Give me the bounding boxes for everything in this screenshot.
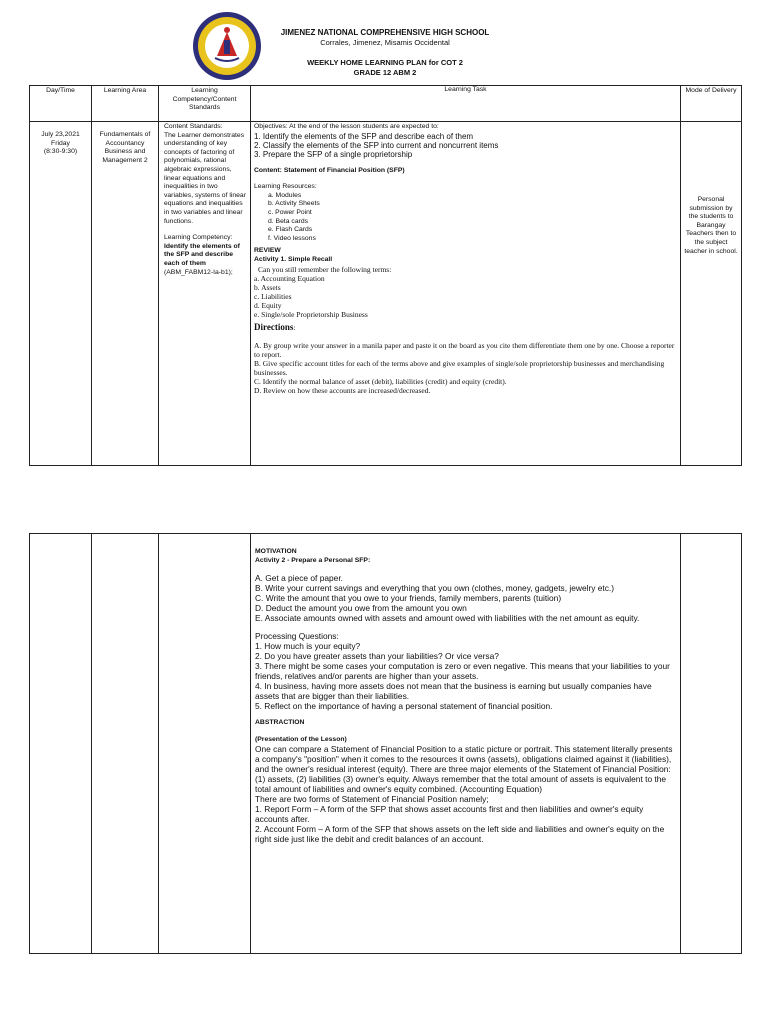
list-item: d. Beta cards bbox=[268, 217, 309, 225]
table-row bbox=[30, 122, 742, 466]
learning-task-cell bbox=[251, 534, 681, 954]
day-time-cell bbox=[30, 122, 92, 466]
step-item: E. Associate amounts owned with assets and amount owed with liabilities with the net amount as equity. bbox=[255, 613, 640, 624]
content-standards-text: The Learner demonstrates understanding of key concepts of factoring of polynomials, rational algebraic expressions, linear equations and inequalities in two variables, systems of linear equations and inequalities in two variables and linear functions. bbox=[164, 131, 246, 225]
objective-item: 2. Classify the elements of the SFP into current and noncurrent items bbox=[254, 140, 499, 150]
learning-plan-table-continued bbox=[29, 533, 742, 954]
time: (8:30-9:30) bbox=[43, 148, 78, 156]
question-item: 2. Do you have greater assets than your liabilities? Or vice versa? bbox=[255, 651, 499, 662]
question-item: 3. There might be some cases your computation is zero or even negative. This means that your liabilities to your friends, relatives and/or parents are higher than your assets. bbox=[255, 661, 670, 682]
col-header-day: Day/Time bbox=[30, 86, 92, 122]
content-title: Content: Statement of Financial Position (SFP) bbox=[254, 166, 405, 174]
school-name: JIMENEZ NATIONAL COMPREHENSIVE HIGH SCHOOL bbox=[280, 28, 490, 37]
direction-item: C. Identify the normal balance of asset (debit), liabilities (credit) and equity (credit). bbox=[254, 377, 507, 387]
activity1-intro: Can you still remember the following terms: bbox=[258, 264, 392, 274]
abstraction-text: One can compare a Statement of Financial Position to a static picture or portrait. This statement literally presents a company's "position" when it comes to the resources it owns (assets), obligations claimed against it (liabilities), and the owner's residual interest (equity). There are three major elements of the Statement of Financial Position: (1) assets, (2) liabilities (3) owner's equity. Always remember that the total amount of assets is equivalent to the total amount of liabilities and owner's equity combined. (Accounting Equation) bbox=[255, 744, 673, 795]
abstraction-title: ABSTRACTION bbox=[255, 719, 305, 727]
competency-text: Identify the elements of the SFP and describe each of them bbox=[164, 242, 240, 267]
step-item: B. Write your current savings and everything that you own (clothes, money, gadgets, jewelry etc.) bbox=[255, 583, 615, 594]
school-seal-icon bbox=[191, 10, 263, 82]
presentation-title: (Presentation of the Lesson) bbox=[255, 735, 347, 743]
learning-plan-table bbox=[29, 85, 742, 466]
mode-of-delivery-cell: Personal submission by the students to Barangay Teachers then to the subject teacher in school. bbox=[681, 122, 742, 466]
mode-of-delivery-cell bbox=[681, 534, 742, 954]
step-item: D. Deduct the amount you owe from the amount you own bbox=[255, 603, 467, 614]
learning-area-cell bbox=[92, 534, 159, 954]
step-item: A. Get a piece of paper. bbox=[255, 573, 343, 584]
competency-code: (ABM_FABM12-Ia-b1); bbox=[164, 268, 233, 276]
list-item: b. Activity Sheets bbox=[268, 200, 320, 208]
directions-heading: Directions: bbox=[254, 321, 296, 332]
term-item: d. Equity bbox=[254, 300, 282, 310]
table-row bbox=[30, 534, 742, 954]
motivation-title: MOTIVATION bbox=[255, 548, 297, 555]
learning-area-cell: Fundamentals of Accountancy Business and Management 2 bbox=[92, 122, 159, 466]
question-item: 1. How much is your equity? bbox=[255, 641, 361, 652]
activity1-title: Activity 1. Simple Recall bbox=[254, 255, 333, 263]
list-item: a. Modules bbox=[268, 191, 302, 199]
list-item: c. Power Point bbox=[268, 208, 312, 216]
list-item: e. Flash Cards bbox=[268, 226, 313, 234]
term-item: e. Single/sole Proprietorship Business bbox=[254, 309, 368, 319]
col-header-area: Learning Area bbox=[92, 86, 159, 122]
activity2-title: Activity 2 - Prepare a Personal SFP: bbox=[255, 556, 371, 564]
grade-level: GRADE 12 ABM 2 bbox=[353, 68, 417, 77]
review-title: REVIEW bbox=[254, 247, 281, 255]
day-time-cell bbox=[30, 534, 92, 954]
direction-item: A. By group write your answer in a manila paper and paste it on the board as you cite them differentiate them one by one. Choose a reporter to report. bbox=[254, 341, 675, 360]
forms-intro: There are two forms of Statement of Financial Position namely; bbox=[255, 794, 489, 805]
form-item: 1. Report Form – A form of the SFP that shows asset accounts first and then liabilities and owner's equity accounts after. bbox=[255, 804, 644, 825]
resources-title: Learning Resources: bbox=[254, 183, 317, 191]
question-item: 5. Reflect on the importance of having a personal statement of financial position. bbox=[255, 701, 553, 712]
term-item: c. Liabilities bbox=[254, 291, 292, 301]
competency-cell bbox=[159, 122, 251, 466]
directions-title: Directions bbox=[254, 321, 294, 332]
direction-item: D. Review on how these accounts are increased/decreased. bbox=[254, 386, 431, 396]
question-item: 4. In business, having more assets does not mean that the business is earning but usually companies have assets that are bigger than their liabilities. bbox=[255, 681, 652, 702]
term-item: b. Assets bbox=[254, 282, 281, 292]
document-header bbox=[270, 28, 500, 78]
objective-item: 3. Prepare the SFP of a single proprietorship bbox=[254, 149, 413, 159]
content-standards-title: Content Standards: bbox=[164, 123, 223, 130]
weekday: Friday bbox=[51, 139, 70, 147]
objective-item: 1. Identify the elements of the SFP and describe each of them bbox=[254, 131, 474, 141]
col-header-task: Learning Task bbox=[251, 86, 681, 122]
resources-list bbox=[254, 192, 677, 244]
objectives-title: Objectives: At the end of the lesson students are expected to: bbox=[254, 123, 439, 130]
competency-title: Learning Competency: bbox=[164, 234, 233, 242]
col-header-competency: Learning Competency/Content Standards bbox=[159, 86, 251, 122]
learning-task-cell bbox=[251, 122, 681, 466]
processing-title: Processing Questions: bbox=[255, 631, 339, 642]
form-item: 2. Account Form – A form of the SFP that shows assets on the left side and liabilities and owner's equity on the right side just like the debit and credit balances of an account. bbox=[255, 824, 665, 845]
school-address: Corrales, Jimenez, Misamis Occidental bbox=[320, 38, 450, 47]
direction-item: B. Give specific account titles for each of the terms above and give examples of single/sole proprietorship businesses and merchandising businesses. bbox=[254, 359, 665, 378]
list-item: f. Video lessons bbox=[268, 234, 316, 242]
date: July 23,2021 bbox=[41, 131, 80, 138]
step-item: C. Write the amount that you owe to your friends, family members, parents (tuition) bbox=[255, 593, 562, 604]
plan-title: WEEKLY HOME LEARNING PLAN for COT 2 bbox=[307, 58, 463, 67]
table-header-row bbox=[30, 86, 742, 122]
term-item: a. Accounting Equation bbox=[254, 273, 325, 283]
col-header-mode: Mode of Delivery bbox=[681, 86, 742, 122]
competency-cell bbox=[159, 534, 251, 954]
